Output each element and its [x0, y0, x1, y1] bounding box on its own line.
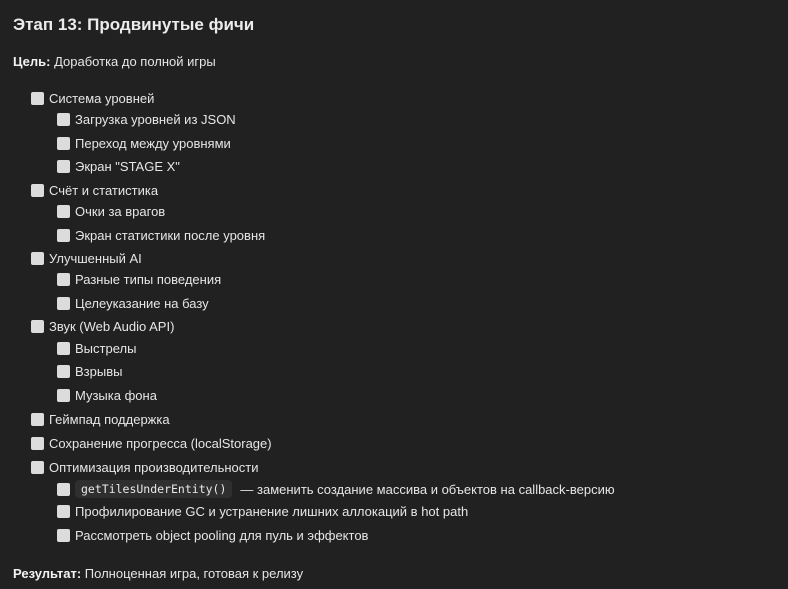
task-label: Взрывы: [75, 363, 123, 379]
task-enemy-points: [57, 202, 165, 220]
result-text: Полноценная игра, готовая к релизу: [81, 566, 304, 581]
goal-label: Цель:: [13, 54, 51, 69]
task-label: Очки за врагов: [75, 203, 166, 219]
task-label: Звук (Web Audio API): [49, 318, 175, 334]
task-behavior-types: [57, 270, 221, 288]
checkbox[interactable]: [31, 92, 44, 105]
checkbox[interactable]: [57, 389, 70, 402]
task-optimization: [31, 458, 258, 476]
task-stage-screen: [57, 157, 180, 175]
task-sound: [31, 317, 174, 335]
section-title: Этап 13: Продвинутые фичи: [13, 15, 255, 34]
result-line: [13, 566, 303, 581]
task-label: Рассмотреть object pooling для пуль и эффектов: [75, 527, 369, 543]
task-gc-profiling: [57, 502, 468, 520]
task-save-progress: [31, 434, 272, 452]
checkbox[interactable]: [57, 529, 70, 542]
task-background-music: [57, 386, 157, 404]
checkbox[interactable]: [57, 273, 70, 286]
task-label: Переход между уровнями: [75, 135, 231, 151]
task-label: Счёт и статистика: [49, 182, 159, 198]
task-stats-screen: [57, 226, 265, 244]
checkbox[interactable]: [57, 113, 70, 126]
task-label: — заменить создание массива и объектов на callback-версию: [240, 481, 615, 497]
task-get-tiles-callback: [57, 480, 615, 498]
task-label: Сохранение прогресса (localStorage): [49, 435, 272, 451]
task-label: Экран "STAGE X": [75, 158, 180, 174]
task-object-pooling: [57, 526, 368, 544]
task-label: Система уровней: [49, 90, 155, 106]
task-load-levels-json: [57, 110, 236, 128]
checkbox[interactable]: [57, 365, 70, 378]
checkbox[interactable]: [31, 184, 44, 197]
checkbox[interactable]: [31, 413, 44, 426]
task-label: Экран статистики после уровня: [75, 227, 266, 243]
checkbox[interactable]: [57, 505, 70, 518]
checkbox[interactable]: [57, 297, 70, 310]
task-label: Разные типы поведения: [75, 271, 222, 287]
task-levels-system: [31, 89, 154, 107]
checkbox[interactable]: [57, 229, 70, 242]
task-improved-ai: [31, 249, 142, 267]
task-label: Музыка фона: [75, 387, 157, 403]
task-label: Улучшенный AI: [49, 250, 142, 266]
task-label: Целеуказание на базу: [75, 295, 209, 311]
checkbox[interactable]: [31, 320, 44, 333]
checkbox[interactable]: [31, 252, 44, 265]
task-label: Профилирование GC и устранение лишних аллокаций в hot path: [75, 503, 469, 519]
task-label: Геймпад поддержка: [49, 411, 170, 427]
result-label: Результат:: [13, 566, 82, 581]
task-label: Загрузка уровней из JSON: [75, 111, 236, 127]
task-label: Выстрелы: [75, 340, 137, 356]
checkbox[interactable]: [57, 137, 70, 150]
checkbox[interactable]: [31, 437, 44, 450]
checkbox[interactable]: [31, 461, 44, 474]
goal-line: [13, 54, 216, 69]
task-base-targeting: [57, 294, 209, 312]
task-score-stats: [31, 181, 158, 199]
checkbox[interactable]: [57, 342, 70, 355]
checkbox[interactable]: [57, 160, 70, 173]
task-label: Оптимизация производительности: [49, 459, 259, 475]
checkbox[interactable]: [57, 483, 70, 496]
task-shots: [57, 339, 136, 357]
task-level-transition: [57, 134, 231, 152]
goal-text: Доработка до полной игры: [50, 54, 216, 69]
inline-code: getTilesUnderEntity(): [75, 480, 232, 498]
task-gamepad: [31, 410, 170, 428]
checkbox[interactable]: [57, 205, 70, 218]
task-explosions: [57, 362, 122, 380]
